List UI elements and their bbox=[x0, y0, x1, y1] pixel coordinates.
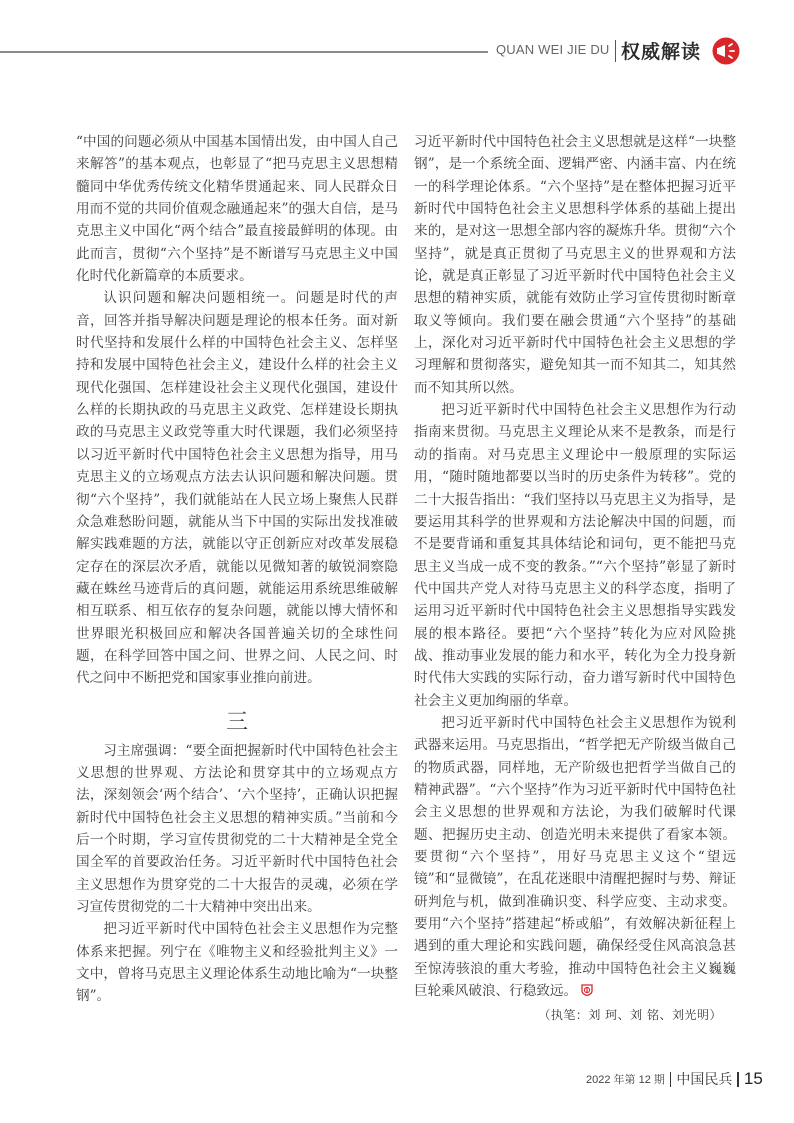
paragraph: 把习近平新时代中国特色社会主义思想作为行动指南来贯彻。马克思主义理论从来不是教条，而是行动的指南。对马克思主义理论中一般原理的实际运用，“随时随地都要以当时的历史条件为转移”。党的二十大报告指出：“我们坚持以马克思主义为指导，是要运用其科学的世界观和方法论解决中国的问题，而不是要背诵和重复其具体结论和词句，更不能把马克思主义当成一成不变的教条。”“六个坚持”彰显了新时代中国共产党人对待马克思主义的科学态度，指明了运用习近平新时代中国特色社会主义思想指导实践发展的根本路径。要把“六个坚持”转化为应对风险挑战、推动事业发展的能力和水平，转化为全力投身新时代伟大实践的实际行动，奋力谱写新时代中国特色社会主义更加绚丽的华章。 bbox=[414, 402, 736, 709]
paragraph: 习近平新时代中国特色社会主义思想就是这样“一块整钢”，是一个系统全面、逻辑严密、内涵丰富、内在统一的科学理论体系。“六个坚持”是在整体把握习近平新时代中国特色社会主义思想科学体系的基础上提出来的，是对这一思想全部内容的凝炼升华。贯彻“六个坚持”，就是真正贯彻了马克思主义的世界观和方法论，就是真正彰显了习近平新时代中国特色社会主义思想的精神实质，就能有效防止学习宣传贯彻时断章取义等倾向。我们要在融会贯通“六个坚持”的基础上，深化对习近平新时代中国特色社会主义思想的学习理解和贯彻落实，避免知其一而不知其二，知其然而不知其所以然。 bbox=[414, 134, 736, 396]
header-rule bbox=[0, 51, 488, 53]
paragraph: 认识问题和解决问题相统一。问题是时代的声音，回答并指导解决问题是理论的根本任务。面对新时代坚持和发展什么样的中国特色社会主义、怎样坚持和发展中国特色社会主义，建设什么样的社会主义现代化强国、怎样建设社会主义现代化强国，建设什么样的长期执政的马克思主义政党、怎样建设长期执政的马克思主义政党等重大时代课题，我们必须坚持以习近平新时代中国特色社会主义思想为指导，用马克思主义的立场观点方法去认识问题和解决问题。贯彻“六个坚持”，我们就能站在人民立场上聚焦人民群众急难愁盼问题，就能从当下中国的实际出发找准破解实践难题的方法，就能以守正创新应对改革发展稳定存在的深层次矛盾，就能以见微知著的敏锐洞察隐藏在蛛丝马迹背后的真问题，就能运用系统思维破解相互联系、相互依存的复杂问题，就能以博大情怀和世界眼光积极回应和解决各国普遍关切的全球性问题，在科学回答中国之问、世界之问、人民之问、时代之问中不断把党和国家事业推向前进。 bbox=[76, 290, 398, 687]
left-column bbox=[76, 131, 398, 1008]
footer-separator bbox=[670, 1072, 672, 1087]
paragraph-text: 把习近平新时代中国特色社会主义思想作为锐利武器来运用。马克思指出，“哲学把无产阶级当做自己的物质武器，同样地，无产阶级也把哲学当做自己的精神武器”。“六个坚持”作为习近平新时代中国特色社会主义思想的世界观和方法论，为我们破解时代课题、把握历史主动、创造光明未来提供了看家本领。要贯彻“六个坚持”，用好马克思主义这个“望远镜”和“显微镜”，在乱花迷眼中清醒把握时与势、辩证研判危与机，做到准确识变、科学应变、主动求变。要用“六个坚持”搭建起“桥或船”，有效解决新征程上遇到的重大理论和实践问题，确保经受住风高浪急甚至惊涛骇浪的重大考验，推动中国特色社会主义巍巍巨轮乘风破浪、行稳致远。 bbox=[414, 714, 736, 1000]
right-column bbox=[414, 131, 736, 1027]
section-heading: 三 bbox=[225, 709, 248, 735]
author-credit: （执笔：刘 珂、刘 铭、刘光明） bbox=[538, 1008, 722, 1023]
footer-separator bbox=[737, 1072, 739, 1087]
end-mark-emblem-icon bbox=[581, 984, 593, 996]
paragraph: 把习近平新时代中国特色社会主义思想作为完整体系来把握。列宁在《唯物主义和经验批判主义》一文中，曾将马克思主义理论体系生动地比喻为“一块整钢”。 bbox=[76, 921, 398, 1005]
paragraph bbox=[414, 712, 736, 1002]
issue-label: 2022 年第 12 期 bbox=[586, 1074, 665, 1086]
megaphone-icon bbox=[712, 37, 740, 65]
header-separator bbox=[615, 40, 616, 62]
page-footer bbox=[586, 1069, 763, 1089]
magazine-name: 中国民兵 bbox=[676, 1072, 733, 1088]
paragraph: 习主席强调：“要全面把握新时代中国特色社会主义思想的世界观、方法论和贯穿其中的立场观点方法，深刻领会‘两个结合’、‘六个坚持’，正确认识把握新时代中国特色社会主义思想的精神实质。”当前和今后一个时期，学习宣传贯彻党的二十大精神是全党全国全军的首要政治任务。习近平新时代中国特色社会主义思想作为贯穿党的二十大报告的灵魂，必须在学习宣传贯彻党的二十大精神中突出出来。 bbox=[76, 742, 398, 915]
paragraph: “中国的问题必须从中国基本国情出发，由中国人自己来解答”的基本观点，也彰显了“把马克思主义思想精髓同中华优秀传统文化精华贯通起来、同人民群众日用而不觉的共同价值观念融通起来”的强大自信，是马克思主义中国化“两个结合”最直接最鲜明的体现。由此而言，贯彻“六个坚持”是不断谱写马克思主义中国化时代化新篇章的本质要求。 bbox=[76, 134, 398, 285]
section-name: 权威解读 bbox=[621, 41, 702, 63]
page-number: 15 bbox=[743, 1069, 763, 1088]
section-name-pinyin: QUAN WEI JIE DU bbox=[496, 42, 610, 57]
